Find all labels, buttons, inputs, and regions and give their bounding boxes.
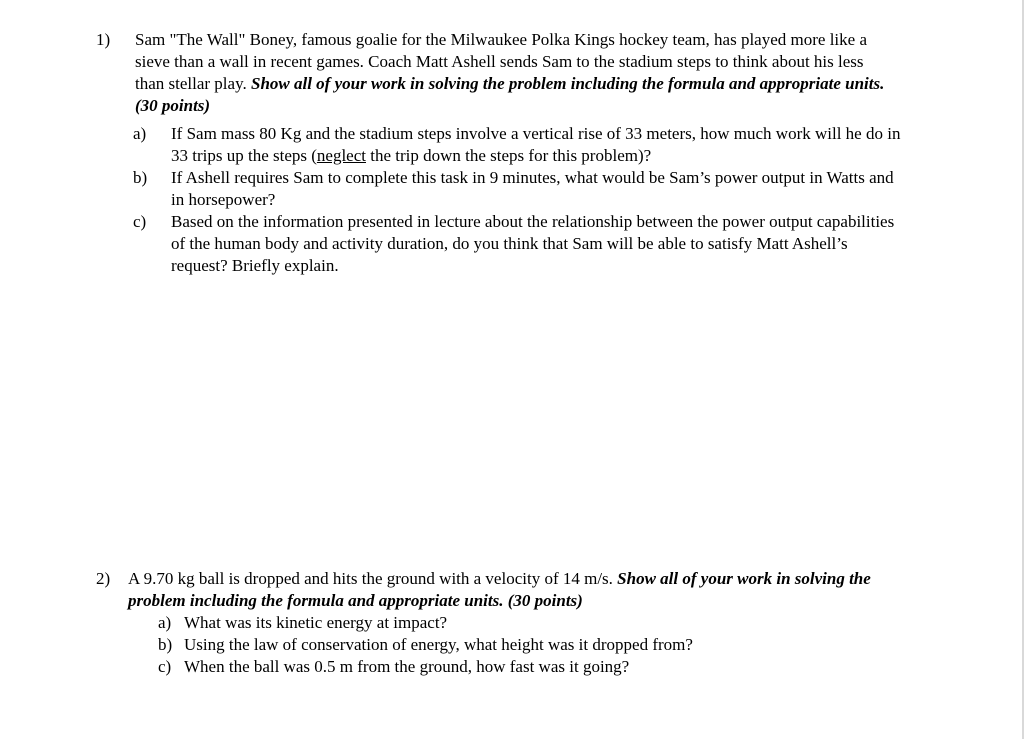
subquestion-list bbox=[96, 123, 901, 277]
subquestion-text: Using the law of conservation of energy, what height was it dropped from? bbox=[184, 635, 693, 654]
subquestion-text bbox=[171, 123, 901, 167]
problem-statement bbox=[128, 568, 888, 612]
subquestion-letter: b) bbox=[158, 635, 173, 654]
subquestion-text: What was its kinetic energy at impact? bbox=[184, 613, 448, 632]
subquestion-b bbox=[96, 634, 896, 656]
subquestion-letter: c) bbox=[133, 212, 147, 231]
problem-statement bbox=[135, 29, 895, 117]
subquestion-c bbox=[96, 656, 896, 678]
problem-instruction: Show all of your work in solving the problem including the formula and appropriate units. (30 points) bbox=[128, 569, 871, 610]
subquestion-letter: a) bbox=[158, 613, 172, 632]
subquestion-letter: b) bbox=[133, 168, 148, 187]
problem-stem-text: A 9.70 kg ball is dropped and hits the ground with a velocity of 14 m/s. bbox=[128, 569, 618, 588]
problem-2 bbox=[96, 568, 896, 678]
subquestion-a bbox=[96, 123, 901, 167]
subquestion-b bbox=[96, 167, 896, 211]
underlined-word: neglect bbox=[316, 146, 366, 165]
subquestion-text-part: the trip down the steps for this problem)? bbox=[366, 146, 652, 165]
problem-1 bbox=[96, 29, 901, 277]
subquestion-c bbox=[96, 211, 896, 277]
subquestion-text-part: If Sam mass 80 Kg and the stadium steps involve a vertical rise of 33 meters, how much work will he do in 33 trips up the steps ( bbox=[171, 124, 901, 165]
subquestion-a bbox=[96, 612, 896, 634]
subquestion-letter: a) bbox=[133, 124, 147, 143]
subquestion-text: Based on the information presented in lecture about the relationship between the power output capabilities of the human body and activity duration, do you think that Sam will be able to satisfy Matt Ashell’s request? Briefly explain. bbox=[171, 212, 895, 275]
problem-number: 2) bbox=[96, 569, 111, 588]
problem-stem-text: Sam "The Wall" Boney, famous goalie for the Milwaukee Polka Kings hockey team, has played more like a sieve than a wall in recent games. Coach Matt Ashell sends Sam to the stadium steps to think about his less than stellar play. bbox=[135, 30, 867, 93]
subquestion-text: When the ball was 0.5 m from the ground, how fast was it going? bbox=[184, 657, 630, 676]
problem-number: 1) bbox=[96, 30, 111, 49]
subquestion-list bbox=[96, 612, 896, 678]
subquestion-letter: c) bbox=[158, 657, 172, 676]
subquestion-text: If Ashell requires Sam to complete this task in 9 minutes, what would be Sam’s power output in Watts and in horsepower? bbox=[171, 168, 894, 209]
problem-instruction: Show all of your work in solving the problem including the formula and appropriate units. (30 points) bbox=[135, 74, 885, 115]
